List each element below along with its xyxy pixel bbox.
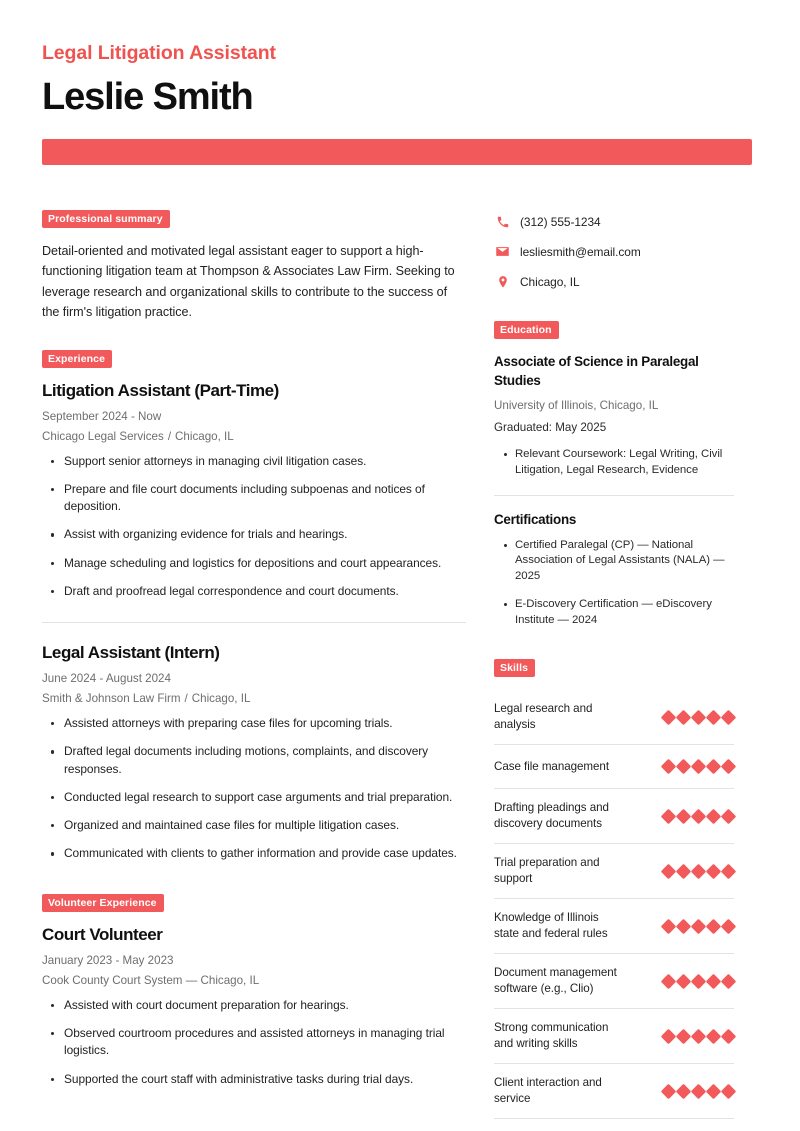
- education-graduation: Graduated: May 2025: [494, 421, 607, 435]
- resume-body: [42, 209, 752, 1119]
- rating-diamond: [721, 1083, 737, 1099]
- experience-entry: [42, 643, 466, 867]
- skill-rating: [663, 866, 734, 877]
- rating-diamond: [691, 710, 707, 726]
- education-certifications-divider: [494, 495, 734, 496]
- skill-name: Document management software (e.g., Clio): [494, 966, 617, 996]
- experience-bullet: Support senior attorneys in managing civil litigation cases.: [42, 453, 466, 470]
- skill-rating: [663, 761, 734, 772]
- experience-location: Chicago, IL: [191, 692, 251, 706]
- rating-diamond: [661, 918, 677, 934]
- rating-diamond: [706, 710, 722, 726]
- email-icon: [494, 243, 511, 260]
- left-column: [42, 209, 494, 1118]
- rating-diamond: [691, 809, 707, 825]
- skill-rating: [663, 976, 734, 987]
- accent-divider-bar: [42, 139, 752, 165]
- rating-diamond: [661, 710, 677, 726]
- skill-row: [494, 844, 734, 899]
- rating-diamond: [691, 918, 707, 934]
- rating-diamond: [676, 1028, 692, 1044]
- experience-company: Smith & Johnson Law Firm: [42, 692, 181, 706]
- skill-rating: [663, 1031, 734, 1042]
- volunteer-role: Court Volunteer: [42, 924, 163, 944]
- education-degree: Associate of Science in Paralegal Studies: [494, 354, 699, 389]
- rating-diamond: [721, 809, 737, 825]
- section-badge-education: Education: [494, 321, 559, 339]
- volunteer-dates: January 2023 - May 2023: [42, 953, 174, 967]
- skill-row: [494, 789, 734, 844]
- volunteer-bullet: Supported the court staff with administrative tasks during trial days.: [42, 1071, 466, 1088]
- skill-row: [494, 899, 734, 954]
- rating-diamond: [721, 710, 737, 726]
- volunteer-bullet: Observed courtroom procedures and assisted attorneys in managing trial logistics.: [42, 1025, 466, 1060]
- experience-role: Litigation Assistant (Part-Time): [42, 380, 279, 400]
- education-bullet-list: [494, 447, 734, 478]
- experience-bullet: Assisted attorneys with preparing case files for upcoming trials.: [42, 715, 466, 732]
- skill-row: [494, 954, 734, 1009]
- rating-diamond: [706, 809, 722, 825]
- skill-rating: [663, 811, 734, 822]
- rating-diamond: [661, 973, 677, 989]
- certifications-heading: Certifications: [494, 511, 577, 527]
- skill-rating: [663, 1086, 734, 1097]
- rating-diamond: [661, 809, 677, 825]
- rating-diamond: [691, 759, 707, 775]
- contact-item-email: [494, 243, 734, 260]
- experience-badge-wrap: [42, 349, 466, 368]
- summary-text: Detail-oriented and motivated legal assistant eager to support a high-functioning litigation team at Thompson & Associates Law Firm. Seeking to leverage research and organizational skills to contribute to the success of the firm's litigation practice.: [42, 244, 455, 320]
- experience-organization: [42, 430, 466, 443]
- experience-entry-divider: [42, 622, 466, 623]
- section-education: [494, 320, 734, 479]
- experience-bullet: Drafted legal documents including motions, complaints, and discovery responses.: [42, 743, 466, 778]
- contact-item-location: [494, 273, 734, 290]
- rating-diamond: [676, 864, 692, 880]
- rating-diamond: [706, 973, 722, 989]
- experience-company: Chicago Legal Services: [42, 429, 164, 443]
- summary-badge-wrap: [42, 209, 466, 228]
- skill-row: [494, 1064, 734, 1119]
- skill-name: Knowledge of Illinois state and federal rules: [494, 911, 608, 941]
- rating-diamond: [661, 1083, 677, 1099]
- rating-diamond: [706, 1028, 722, 1044]
- rating-diamond: [721, 973, 737, 989]
- candidate-name: Leslie Smith: [42, 76, 253, 118]
- section-badge-volunteer-experience: Volunteer Experience: [42, 894, 164, 912]
- location-pin-icon: [494, 273, 511, 290]
- experience-dates: June 2024 - August 2024: [42, 672, 171, 686]
- rating-diamond: [661, 864, 677, 880]
- contact-email-value: lesliesmith@email.com: [520, 244, 641, 259]
- rating-diamond: [721, 864, 737, 880]
- rating-diamond: [691, 1028, 707, 1044]
- section-professional-summary: [42, 209, 466, 323]
- skill-row: [494, 745, 734, 789]
- volunteer-badge-wrap: [42, 893, 466, 912]
- experience-bullet: Communicated with clients to gather information and provide case updates.: [42, 845, 466, 862]
- rating-diamond: [706, 759, 722, 775]
- experience-location: Chicago, IL: [175, 429, 234, 443]
- contact-list: [494, 213, 734, 290]
- skill-row: [494, 1009, 734, 1064]
- rating-diamond: [676, 710, 692, 726]
- experience-bullet-list: [42, 715, 466, 863]
- rating-diamond: [661, 1028, 677, 1044]
- section-badge-professional-summary: Professional summary: [42, 210, 170, 228]
- resume-header: [42, 42, 752, 165]
- section-skills: [494, 658, 734, 1119]
- skills-badge-wrap: [494, 658, 734, 677]
- experience-bullet: Manage scheduling and logistics for depositions and court appearances.: [42, 555, 466, 572]
- certification-item: E-Discovery Certification — eDiscovery Institute — 2024: [494, 597, 734, 628]
- rating-diamond: [706, 1083, 722, 1099]
- rating-diamond: [706, 864, 722, 880]
- volunteer-bullet: Assisted with court document preparation for hearings.: [42, 997, 466, 1014]
- rating-diamond: [721, 1028, 737, 1044]
- rating-diamond: [676, 759, 692, 775]
- skill-name: Trial preparation and support: [494, 856, 600, 886]
- experience-dates: September 2024 - Now: [42, 409, 162, 423]
- rating-diamond: [721, 918, 737, 934]
- experience-organization: [42, 692, 466, 705]
- education-school: University of Illinois, Chicago, IL: [494, 399, 659, 413]
- skill-rating: [663, 921, 734, 932]
- section-experience: [42, 349, 466, 867]
- rating-diamond: [691, 864, 707, 880]
- education-bullet: Relevant Coursework: Legal Writing, Civil Litigation, Legal Research, Evidence: [494, 447, 734, 478]
- experience-bullet: Organized and maintained case files for multiple litigation cases.: [42, 817, 466, 834]
- volunteer-bullet-list: [42, 997, 466, 1088]
- skill-name: Strong communication and writing skills: [494, 1021, 609, 1051]
- rating-diamond: [706, 918, 722, 934]
- certifications-list: [494, 538, 734, 629]
- skill-rating: [663, 712, 734, 723]
- section-badge-skills: Skills: [494, 659, 535, 677]
- volunteer-organization: Cook County Court System — Chicago, IL: [42, 973, 260, 987]
- experience-role: Legal Assistant (Intern): [42, 643, 220, 663]
- experience-bullet: Draft and proofread legal correspondence and court documents.: [42, 583, 466, 600]
- rating-diamond: [691, 1083, 707, 1099]
- contact-phone-value: (312) 555-1234: [520, 214, 601, 229]
- experience-bullet: Prepare and file court documents including subpoenas and notices of deposition.: [42, 481, 466, 516]
- section-volunteer-experience: [42, 893, 466, 1092]
- certification-item: Certified Paralegal (CP) — National Association of Legal Assistants (NALA) — 2025: [494, 538, 734, 585]
- education-badge-wrap: [494, 320, 734, 339]
- experience-bullet: Assist with organizing evidence for trials and hearings.: [42, 526, 466, 543]
- experience-separator: /: [184, 692, 188, 706]
- skill-name: Client interaction and service: [494, 1076, 602, 1106]
- rating-diamond: [676, 1083, 692, 1099]
- section-badge-experience: Experience: [42, 350, 112, 368]
- experience-bullet: Conducted legal research to support case arguments and trial preparation.: [42, 789, 466, 806]
- contact-item-phone: [494, 213, 734, 230]
- rating-diamond: [691, 973, 707, 989]
- section-certifications: [494, 512, 734, 629]
- job-title: Legal Litigation Assistant: [42, 42, 276, 64]
- skill-name: Legal research and analysis: [494, 702, 593, 732]
- rating-diamond: [676, 809, 692, 825]
- skill-name: Drafting pleadings and discovery documents: [494, 801, 609, 831]
- rating-diamond: [676, 918, 692, 934]
- volunteer-entry: [42, 925, 466, 1092]
- rating-diamond: [676, 973, 692, 989]
- rating-diamond: [661, 759, 677, 775]
- experience-entry: [42, 381, 466, 605]
- skill-name: Case file management: [494, 759, 610, 773]
- experience-separator: /: [167, 429, 172, 443]
- phone-icon: [494, 213, 511, 230]
- experience-bullet-list: [42, 453, 466, 601]
- rating-diamond: [721, 759, 737, 775]
- skill-row: [494, 690, 734, 745]
- contact-location-value: Chicago, IL: [520, 274, 580, 289]
- right-column: [494, 209, 734, 1119]
